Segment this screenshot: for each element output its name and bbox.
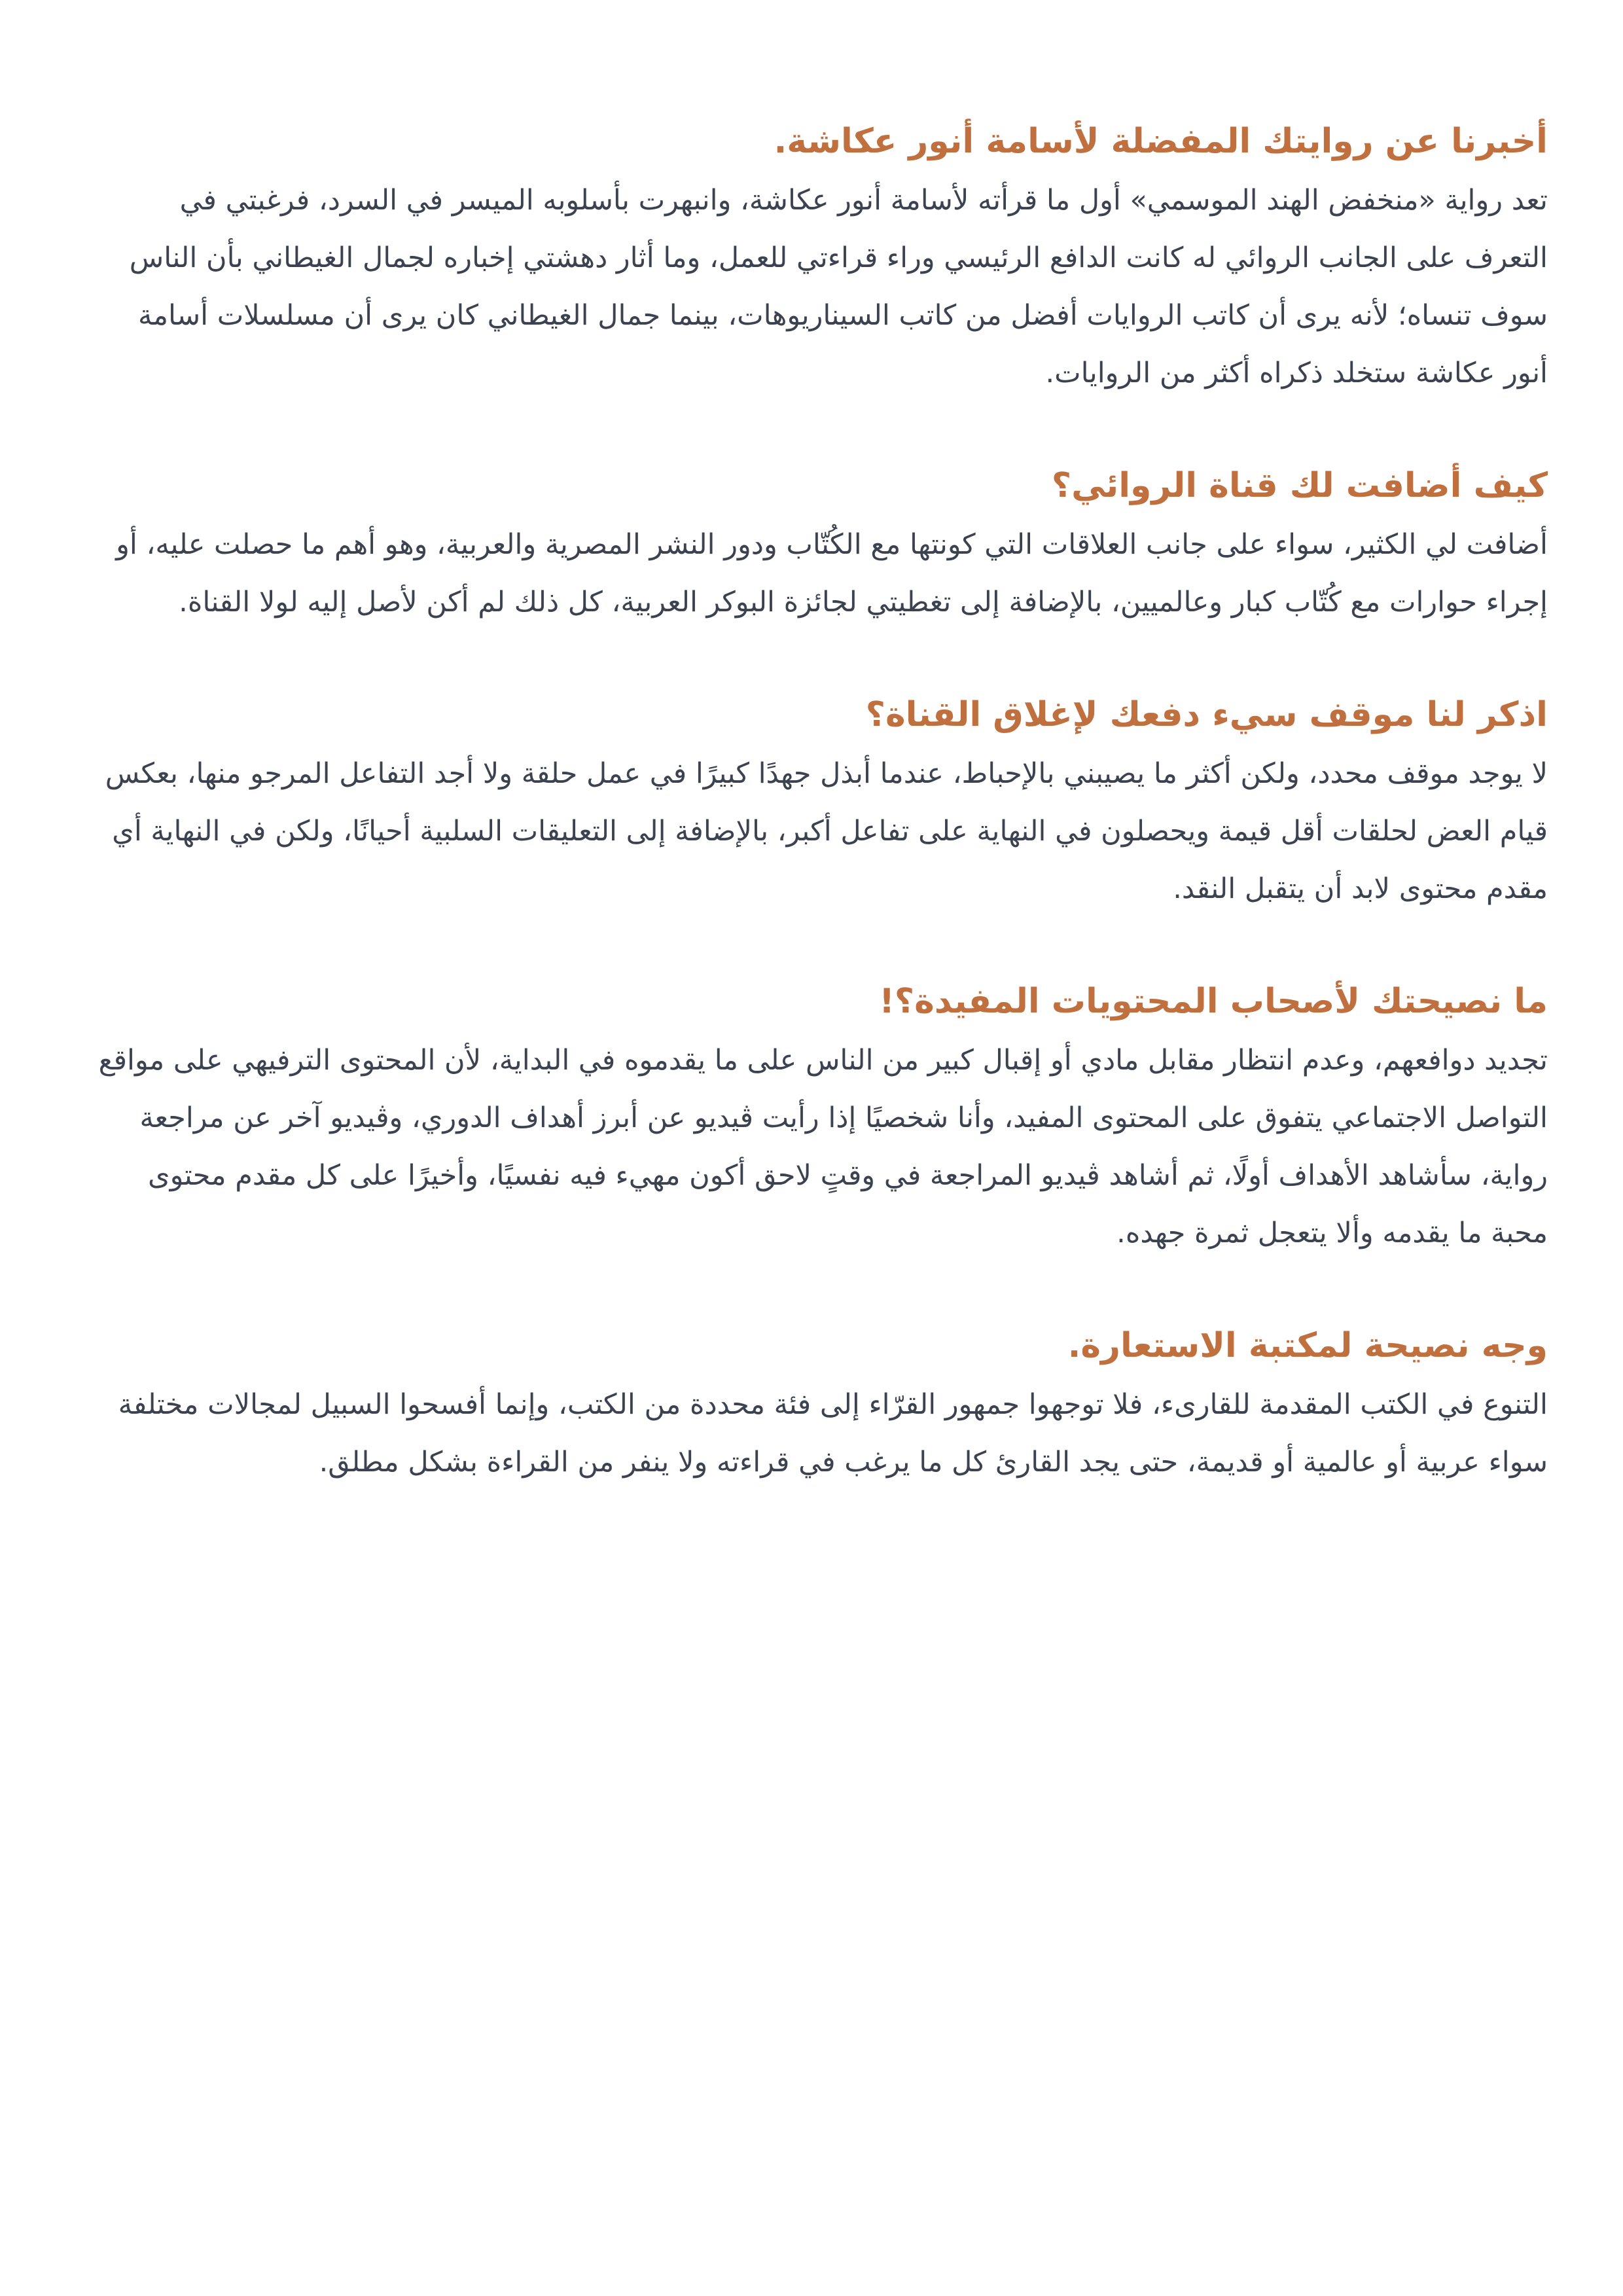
qa-section [88,456,1548,631]
answer-paragraph: تعد رواية «منخفض الهند الموسمي» أول ما قرأته لأسامة أنور عكاشة، وانبهرت بأسلوبه الميسر في السرد، فرغبتي في التعرف على الجانب الروائي له كانت الدافع الرئيسي وراء قراءتي للعمل، وما أثار دهشتي إخباره لجمال الغيطاني بأن الناس سوف تنساه؛ لأنه يرى أن كاتب الروايات أفضل من كاتب السيناريوهات، بينما جمال الغيطاني كان يرى أن مسلسلات أسامة أنور عكاشة ستخلد ذكراه أكثر من الروايات. [129,184,1548,389]
answer-paragraph: أضافت لي الكثير، سواء على جانب العلاقات التي كونتها مع الكُتّاب ودور النشر المصرية والعربية، وهو أهم ما حصلت عليه، أو إجراء حوارات مع كُتّاب كبار وعالميين، بالإضافة إلى تغطيتي لجائزة البوكر العربية، كل ذلك لم أكن لأصل إليه لولا القناة. [116,528,1548,619]
question-heading: اذكر لنا موقف سيء دفعك لإغلاق القناة؟ [865,695,1548,734]
interview-page [88,111,1548,1545]
answer-paragraph: تجديد دوافعهم، وعدم انتظار مقابل مادي أو إقبال كبير من الناس على ما يقدموه في البداية، لأن المحتوى الترفيهي على مواقع التواصل الاجتماعي يتفوق على المحتوى المفيد، وأنا شخصيًا إذا رأيت ڤيديو عن أبرز أهداف الدوري، وڤيديو آخر عن مراجعة رواية، سأشاهد الأهداف أولًا، ثم أشاهد ڤيديو المراجعة في وقتٍ لاحق أكون مهيء فيه نفسيًا، وأخيرًا على كل مقدم محتوى محبة ما يقدمه وألا يتعجل ثمرة جهده. [98,1044,1548,1249]
answer-paragraph: لا يوجد موقف محدد، ولكن أكثر ما يصيبني بالإحباط، عندما أبذل جهدًا كبيرًا في عمل حلقة ولا أجد التفاعل المرجو منها، بعكس قيام العض لحلقات أقل قيمة ويحصلون في النهاية على تفاعل أكبر، بالإضافة إلى التعليقات السلبية أحيانًا، ولكن في النهاية أي مقدم محتوى لابد أن يتقبل النقد. [105,757,1548,905]
qa-section [88,971,1548,1262]
question-heading: كيف أضافت لك قناة الروائي؟ [1051,466,1548,505]
qa-section [88,1316,1548,1491]
qa-section [88,685,1548,918]
question-heading: أخبرنا عن روايتك المفضلة لأسامة أنور عكاشة. [774,122,1548,161]
question-heading: وجه نصيحة لمكتبة الاستعارة. [1067,1326,1548,1365]
question-heading: ما نصيحتك لأصحاب المحتويات المفيدة؟! [879,982,1548,1021]
qa-section [88,111,1548,402]
answer-paragraph: التنوع في الكتب المقدمة للقارىء، فلا توجهوا جمهور القرّاء إلى فئة محددة من الكتب، وإنما أفسحوا السبيل لمجالات مختلفة سواء عربية أو عالمية أو قديمة، حتى يجد القارئ كل ما يرغب في قراءته ولا ينفر من القراءة بشكل مطلق. [118,1388,1548,1479]
